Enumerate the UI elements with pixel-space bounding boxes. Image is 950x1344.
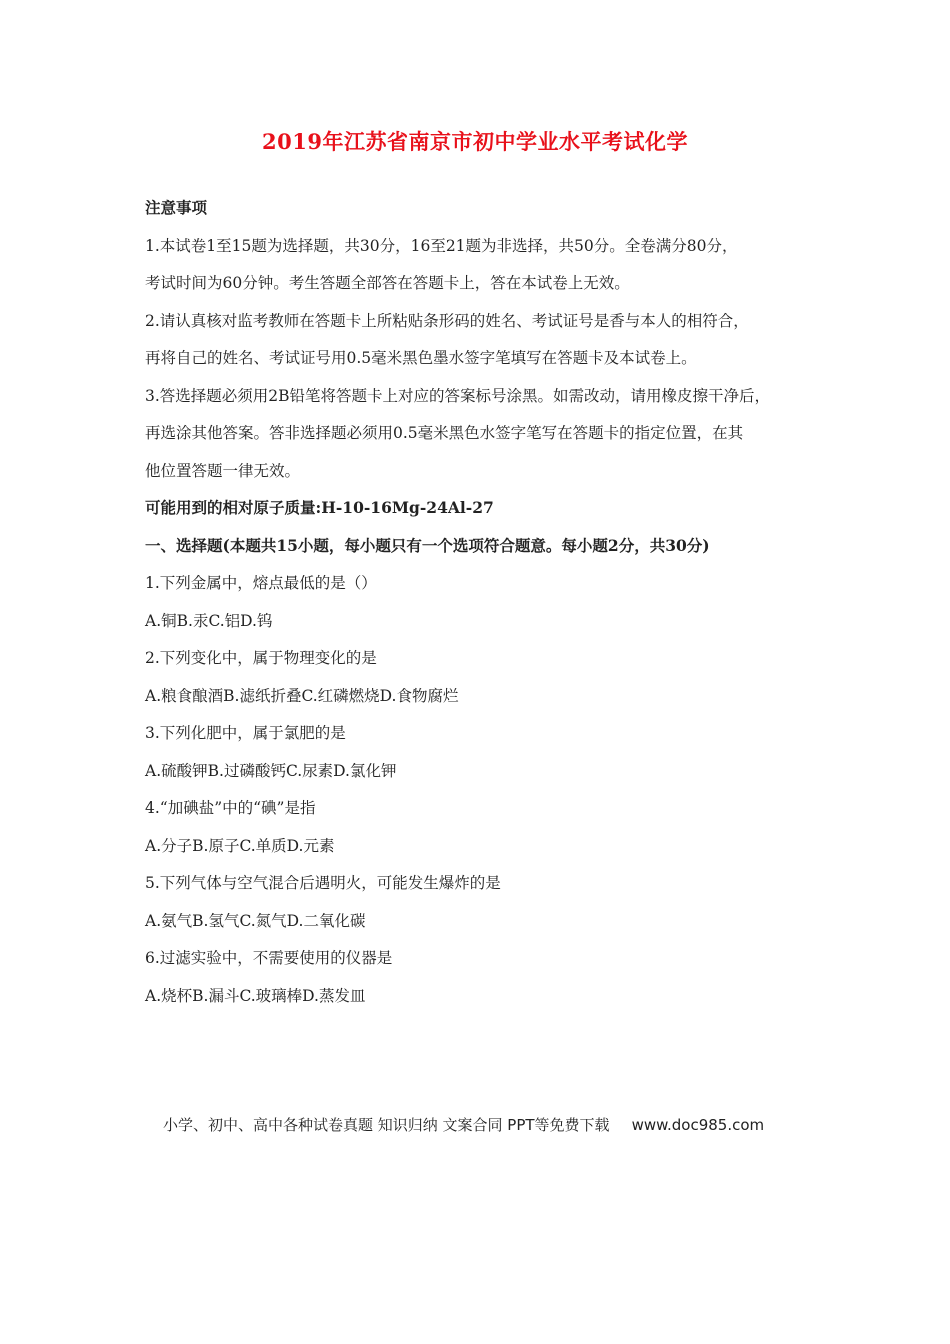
question-options: A.氨气B.氢气C.氮气D.二氧化碳 — [145, 911, 366, 930]
question-stem: 3.下列化肥中，属于氯肥的是 — [145, 724, 346, 742]
notice-line: 再将自己的姓名、考试证号用0.5毫米黑色墨水签字笔填写在答题卡及本试卷上。 — [145, 349, 697, 367]
question-options: A.粮食酿酒B.滤纸折叠C.红磷燃烧D.食物腐烂 — [145, 686, 459, 705]
question-stem: 2.下列变化中，属于物理变化的是 — [145, 649, 377, 667]
atomic-mass-line: 可能用到的相对原子质量:H-10-16Mg-24Al-27 — [145, 498, 494, 517]
question-stem: 5.下列气体与空气混合后遇明火，可能发生爆炸的是 — [145, 874, 501, 892]
question-options: A.分子B.原子C.单质D.元素 — [145, 836, 335, 855]
notice-line: 2.请认真核对监考教师在答题卡上所粘贴条形码的姓名、考试证号是香与本人的相符合， — [145, 311, 749, 330]
notice-line: 考试时间为60分钟。考生答题全部答在答题卡上，答在本试卷上无效。 — [145, 274, 630, 292]
question-options: A.硫酸钾B.过磷酸钙C.尿素D.氯化钾 — [145, 761, 397, 780]
section-one-heading: 一、选择题(本题共15小题，每小题只有一个选项符合题意。每小题2分，共30分) — [145, 535, 710, 555]
notice-line: 再选涂其他答案。答非选择题必须用0.5毫米黑色水签字笔写在答题卡的指定位置，在其 — [145, 424, 744, 442]
notice-heading: 注意事项 — [145, 198, 208, 217]
footer-text: 小学、初中、高中各种试卷真题 知识归纳 文案合同 PPT等免费下载 — [163, 1116, 610, 1134]
page-title: 2019年江苏省南京市初中学业水平考试化学 — [262, 129, 688, 154]
notice-line: 他位置答题一律无效。 — [145, 461, 301, 480]
question-options: A.铜B.汞C.铝D.钨 — [145, 611, 273, 630]
notice-line: 3.答选择题必须用2B铅笔将答题卡上对应的答案标号涂黑。如需改动，请用橡皮擦干净后， — [145, 386, 771, 405]
question-stem: 6.过滤实验中，不需要使用的仪器是 — [145, 949, 393, 967]
footer-url-link[interactable]: www.doc985.com — [631, 1116, 765, 1134]
notice-line: 1.本试卷1至15题为选择题，共30分，16至21题为非选择，共50分。全卷满分80分， — [145, 236, 738, 255]
document-body — [145, 196, 815, 1021]
page-footer — [163, 1114, 764, 1135]
question-stem: 4.“加碘盐”中的“碘”是指 — [145, 799, 316, 817]
question-stem: 1.下列金属中，熔点最低的是（） — [145, 574, 377, 592]
question-options: A.烧杯B.漏斗C.玻璃棒D.蒸发皿 — [145, 986, 366, 1005]
